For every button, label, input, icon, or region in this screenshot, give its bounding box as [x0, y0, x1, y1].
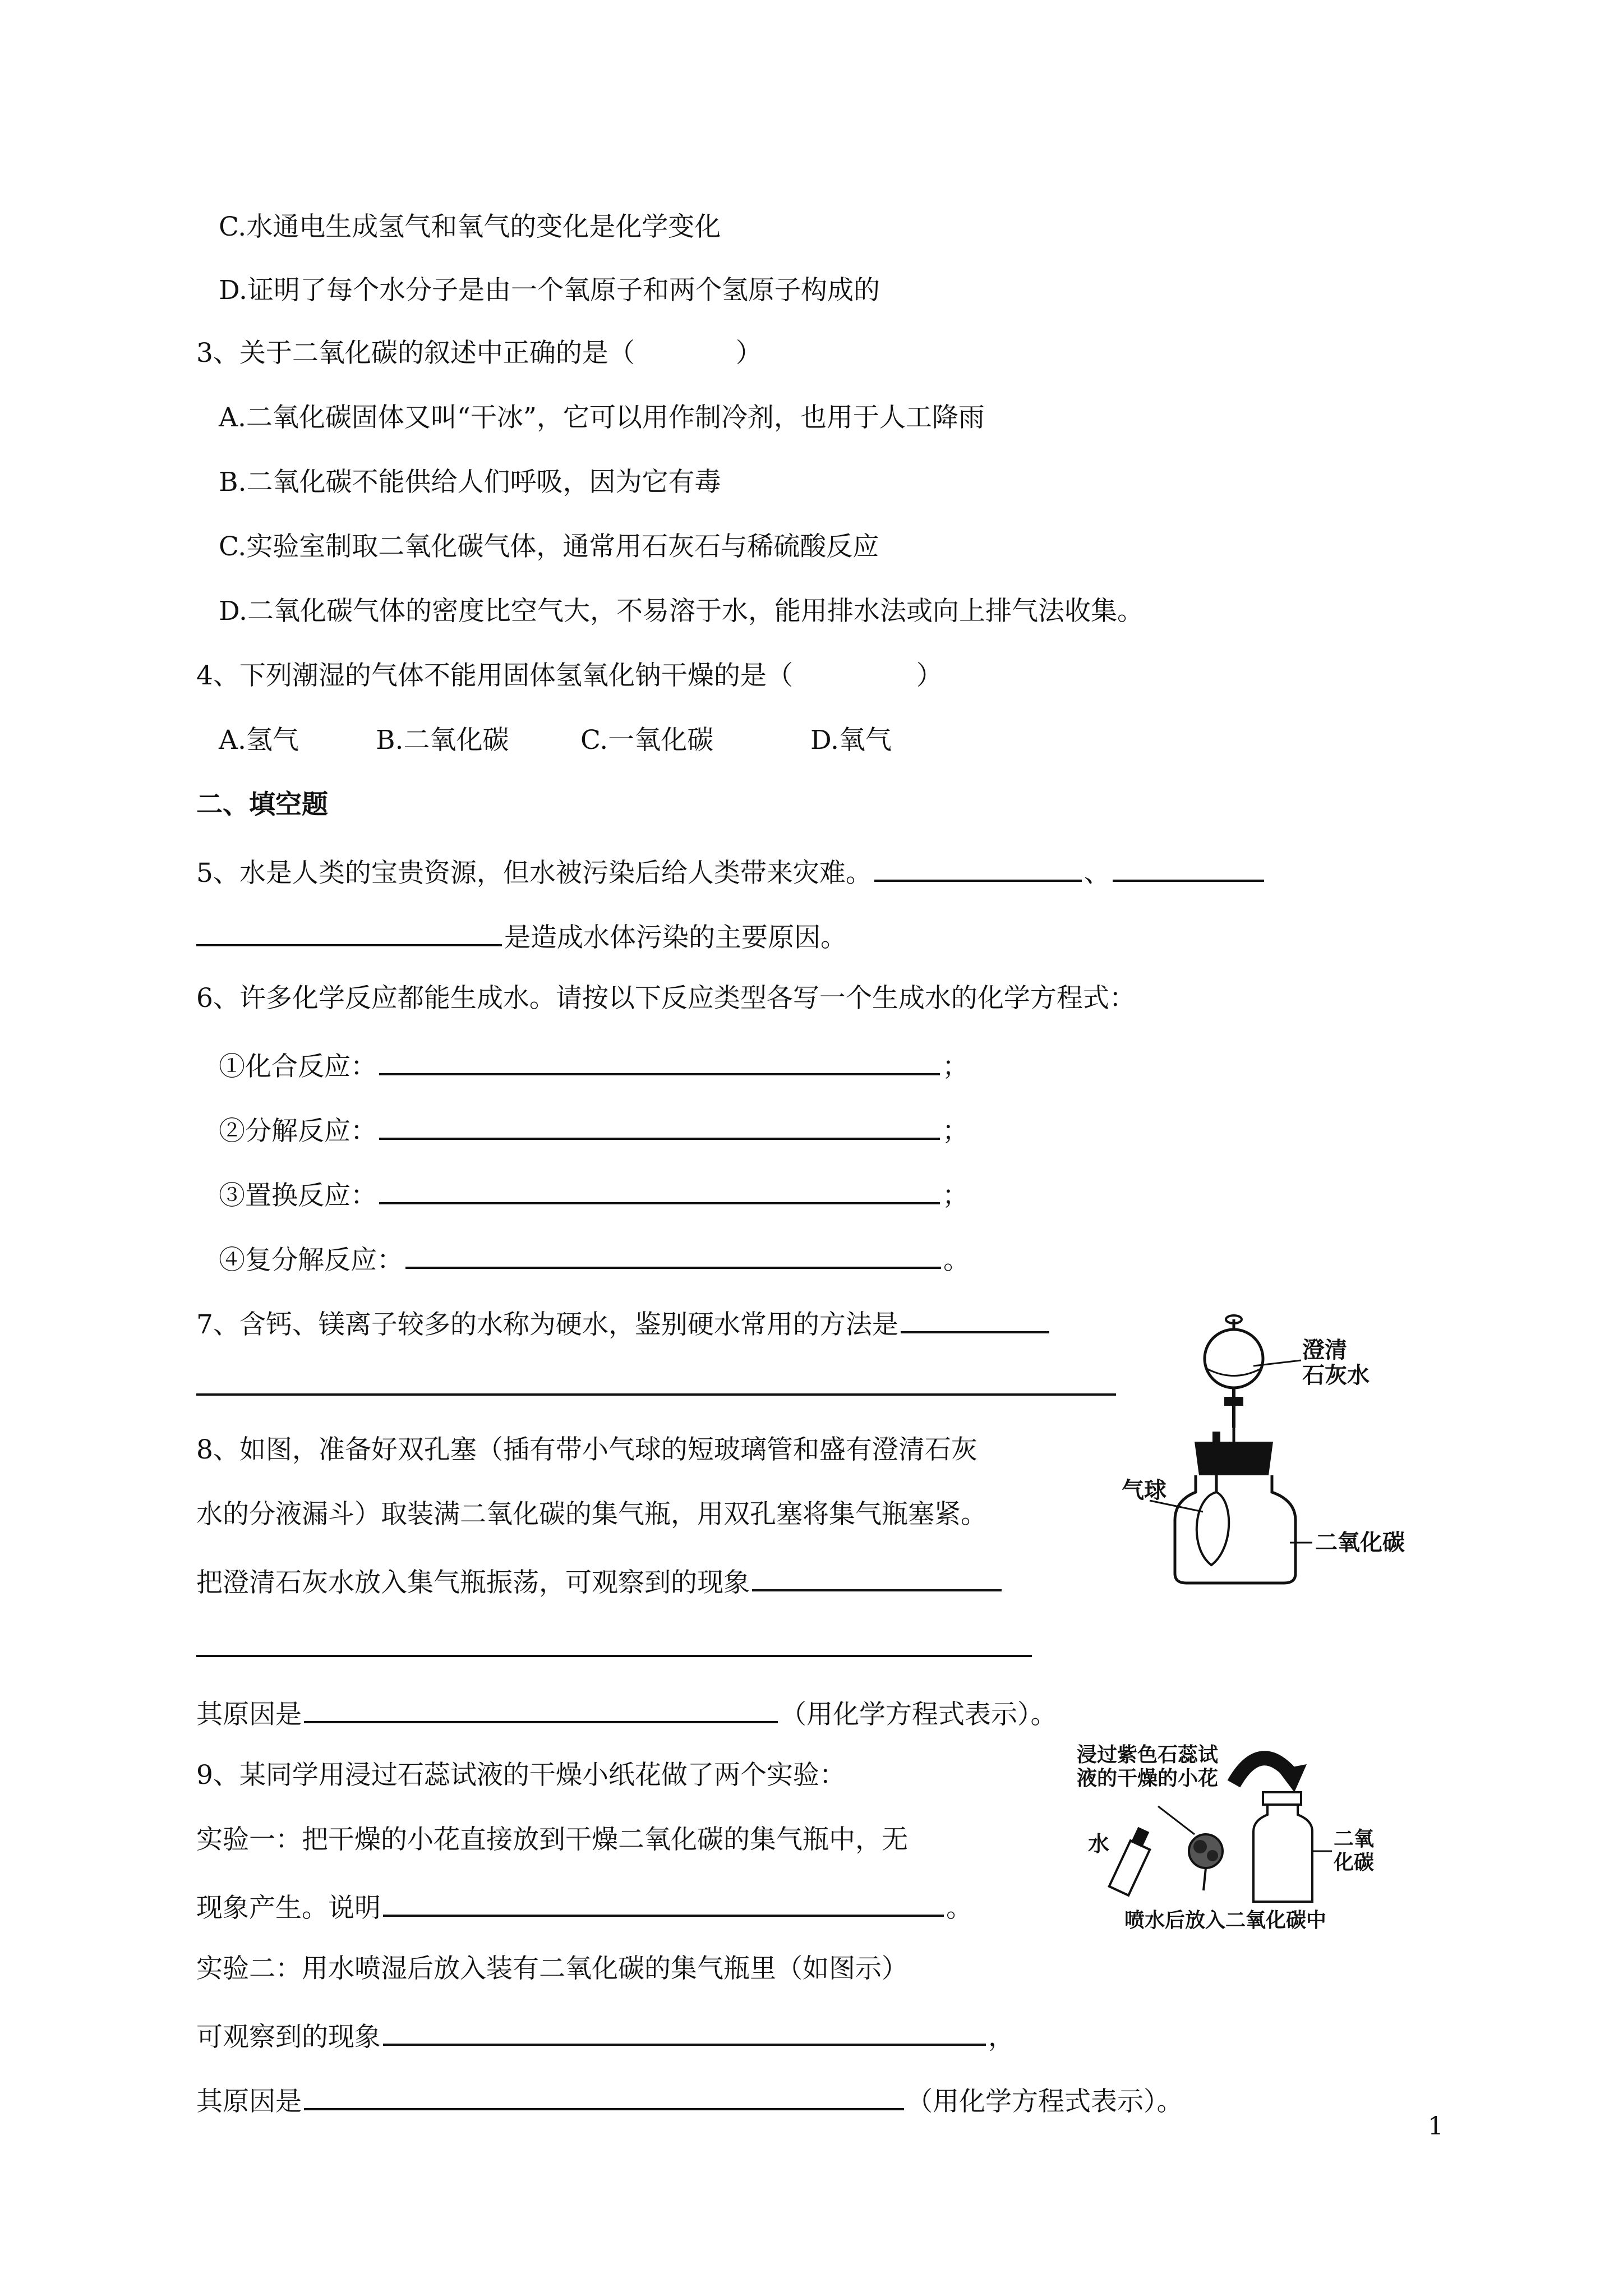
q3-option-b: B.二氧化碳不能供给人们呼吸，因为它有毒	[219, 467, 721, 498]
gas-jar-icon	[1253, 1792, 1312, 1902]
q8-line3	[196, 1562, 1004, 1600]
q9-exp2-line1: 实验二：用水喷湿后放入装有二氧化碳的集气瓶里（如图示）	[196, 1953, 908, 1984]
q9-figure-caption: 喷水后放入二氧化碳中	[1124, 1909, 1327, 1932]
q8-blank-1[interactable]	[752, 1562, 1002, 1591]
q9-experiment-figure	[1066, 1739, 1413, 1941]
q9-reason-label: 其原因是	[196, 2086, 302, 2117]
section2-title: 二、填空题	[196, 789, 328, 820]
q5-blank-2[interactable]	[1113, 853, 1264, 882]
q6-item-4-label: ④复分解反应：	[219, 1245, 403, 1276]
q9-exp2-head: 可观察到的现象	[196, 2022, 381, 2053]
q9-exp1-line1: 实验一：把干燥的小花直接放到干燥二氧化碳的集气瓶中，无	[196, 1824, 908, 1855]
q5-blank-3[interactable]	[196, 917, 502, 946]
q3-stem-text: 3、关于二氧化碳的叙述中正确的是（	[196, 338, 635, 369]
q8-line2: 水的分液漏斗）取装满二氧化碳的集气瓶，用双孔塞将集气瓶塞紧。	[196, 1499, 987, 1530]
page-number: 1	[1428, 2112, 1444, 2141]
q8-label-co2: 二氧化碳	[1315, 1530, 1405, 1556]
spray-bottle-icon	[1109, 1827, 1150, 1895]
q9-stem: 9、某同学用浸过石蕊试液的干燥小纸花做了两个实验：	[196, 1760, 846, 1791]
q4-stem-text: 4、下列潮湿的气体不能用固体氢氧化钠干燥的是（	[196, 660, 793, 691]
q9-label-co2-1: 二氧	[1334, 1828, 1375, 1851]
q8-label-balloon: 气球	[1122, 1478, 1166, 1503]
paper-flower-icon	[1189, 1834, 1223, 1890]
q9-exp2-blank[interactable]	[383, 2017, 986, 2046]
q9-exp2-line2	[196, 2017, 1015, 2054]
q7-text: 7、含钙、镁离子较多的水称为硬水，鉴别硬水常用的方法是	[196, 1309, 898, 1340]
q9-exp1-blank[interactable]	[383, 1888, 944, 1917]
q9-label-flower-1: 浸过紫色石蕊试	[1077, 1743, 1219, 1766]
q6-item-2-blank[interactable]	[379, 1111, 940, 1140]
q4-close: ）	[916, 660, 943, 691]
q8-line1: 8、如图，准备好双孔塞（插有带小气球的短玻璃管和盛有澄清石灰	[196, 1434, 978, 1465]
q9-label-water: 水	[1088, 1832, 1110, 1856]
q8-blank-2[interactable]	[196, 1655, 1032, 1657]
q9-exp1-end: 。	[946, 1893, 972, 1924]
balloon-icon	[1197, 1475, 1229, 1565]
q6-item-1	[219, 1046, 969, 1084]
q6-item-2	[219, 1111, 969, 1148]
q4-option-c: C.一氧化碳	[580, 725, 714, 756]
q3-option-c: C.实验室制取二氧化碳气体，通常用石灰石与稀硫酸反应	[219, 531, 879, 562]
curved-arrow-icon	[1234, 1758, 1307, 1792]
q2-option-d: D.证明了每个水分子是由一个氧原子和两个氢原子构成的	[219, 275, 880, 306]
q9-reason-blank[interactable]	[304, 2081, 904, 2110]
q8-reason	[196, 1694, 1057, 1732]
q5-blank-1[interactable]	[874, 853, 1082, 882]
q9-exp1-line2	[196, 1888, 972, 1925]
q6-stem: 6、许多化学反应都能生成水。请按以下反应类型各写一个生成水的化学方程式：	[196, 983, 1136, 1014]
q7-stem	[196, 1304, 1052, 1342]
q5-line1	[196, 853, 1266, 890]
q6-item-4-blank[interactable]	[405, 1240, 941, 1269]
q8-apparatus-figure	[1122, 1307, 1419, 1588]
q5-line2	[196, 917, 847, 955]
q8-reason-blank[interactable]	[304, 1694, 778, 1723]
q6-item-1-blank[interactable]	[379, 1046, 940, 1075]
q9-exp1-head: 现象产生。说明	[196, 1893, 381, 1924]
q9-reason	[196, 2081, 1183, 2119]
q3-option-a: A.二氧化碳固体又叫“干冰”，它可以用作制冷剂，也用于人工降雨	[219, 402, 985, 433]
q7-blank-2[interactable]	[196, 1393, 1116, 1396]
q8-reason-label: 其原因是	[196, 1699, 302, 1730]
q8-label-limewater-2: 石灰水	[1302, 1363, 1370, 1388]
q6-item-1-label: ①化合反应：	[219, 1051, 377, 1082]
gas-bottle-icon	[1175, 1475, 1295, 1583]
q8-line3-text: 把澄清石灰水放入集气瓶振荡，可观察到的现象	[196, 1567, 750, 1598]
q3-close: ）	[735, 338, 762, 369]
q3-stem	[196, 337, 762, 370]
q6-item-4	[219, 1240, 970, 1277]
q8-reason-tail: （用化学方程式表示）。	[780, 1699, 1057, 1730]
q9-label-co2-2: 化碳	[1334, 1851, 1375, 1874]
q9-label-flower-2: 液的干燥的小花	[1077, 1767, 1219, 1790]
q6-item-3	[219, 1175, 969, 1213]
q2-option-c: C.水通电生成氢气和氧气的变化是化学变化	[219, 211, 721, 242]
q6-item-2-label: ②分解反应：	[219, 1116, 377, 1147]
q4-option-b: B.二氧化碳	[376, 725, 509, 756]
q3-option-d: D.二氧化碳气体的密度比空气大，不易溶于水，能用排水法或向上排气法收集。	[219, 596, 1144, 627]
q7-blank-1[interactable]	[901, 1304, 1049, 1333]
q5-text: 5、水是人类的宝贵资源，但水被污染后给人类带来灾难。	[196, 858, 872, 889]
q5-tail: 是造成水体污染的主要原因。	[504, 922, 847, 953]
q6-item-3-label: ③置换反应：	[219, 1180, 377, 1211]
q4-option-d: D.氧气	[810, 725, 892, 756]
q5-sep: 、	[1083, 858, 1110, 889]
q6-item-3-end: ；	[942, 1180, 969, 1211]
q6-item-4-end: 。	[943, 1245, 970, 1276]
q6-item-1-end: ；	[942, 1051, 969, 1082]
q4-stem	[196, 659, 943, 693]
q4-option-a: A.氢气	[219, 725, 299, 756]
q6-item-2-end: ；	[942, 1116, 969, 1147]
q9-reason-tail: （用化学方程式表示）。	[906, 2086, 1183, 2117]
q6-item-3-blank[interactable]	[379, 1175, 940, 1204]
q8-label-limewater-1: 澄清	[1302, 1337, 1347, 1363]
q9-exp2-end: ，	[988, 2022, 1015, 2053]
q4-options	[219, 724, 892, 757]
